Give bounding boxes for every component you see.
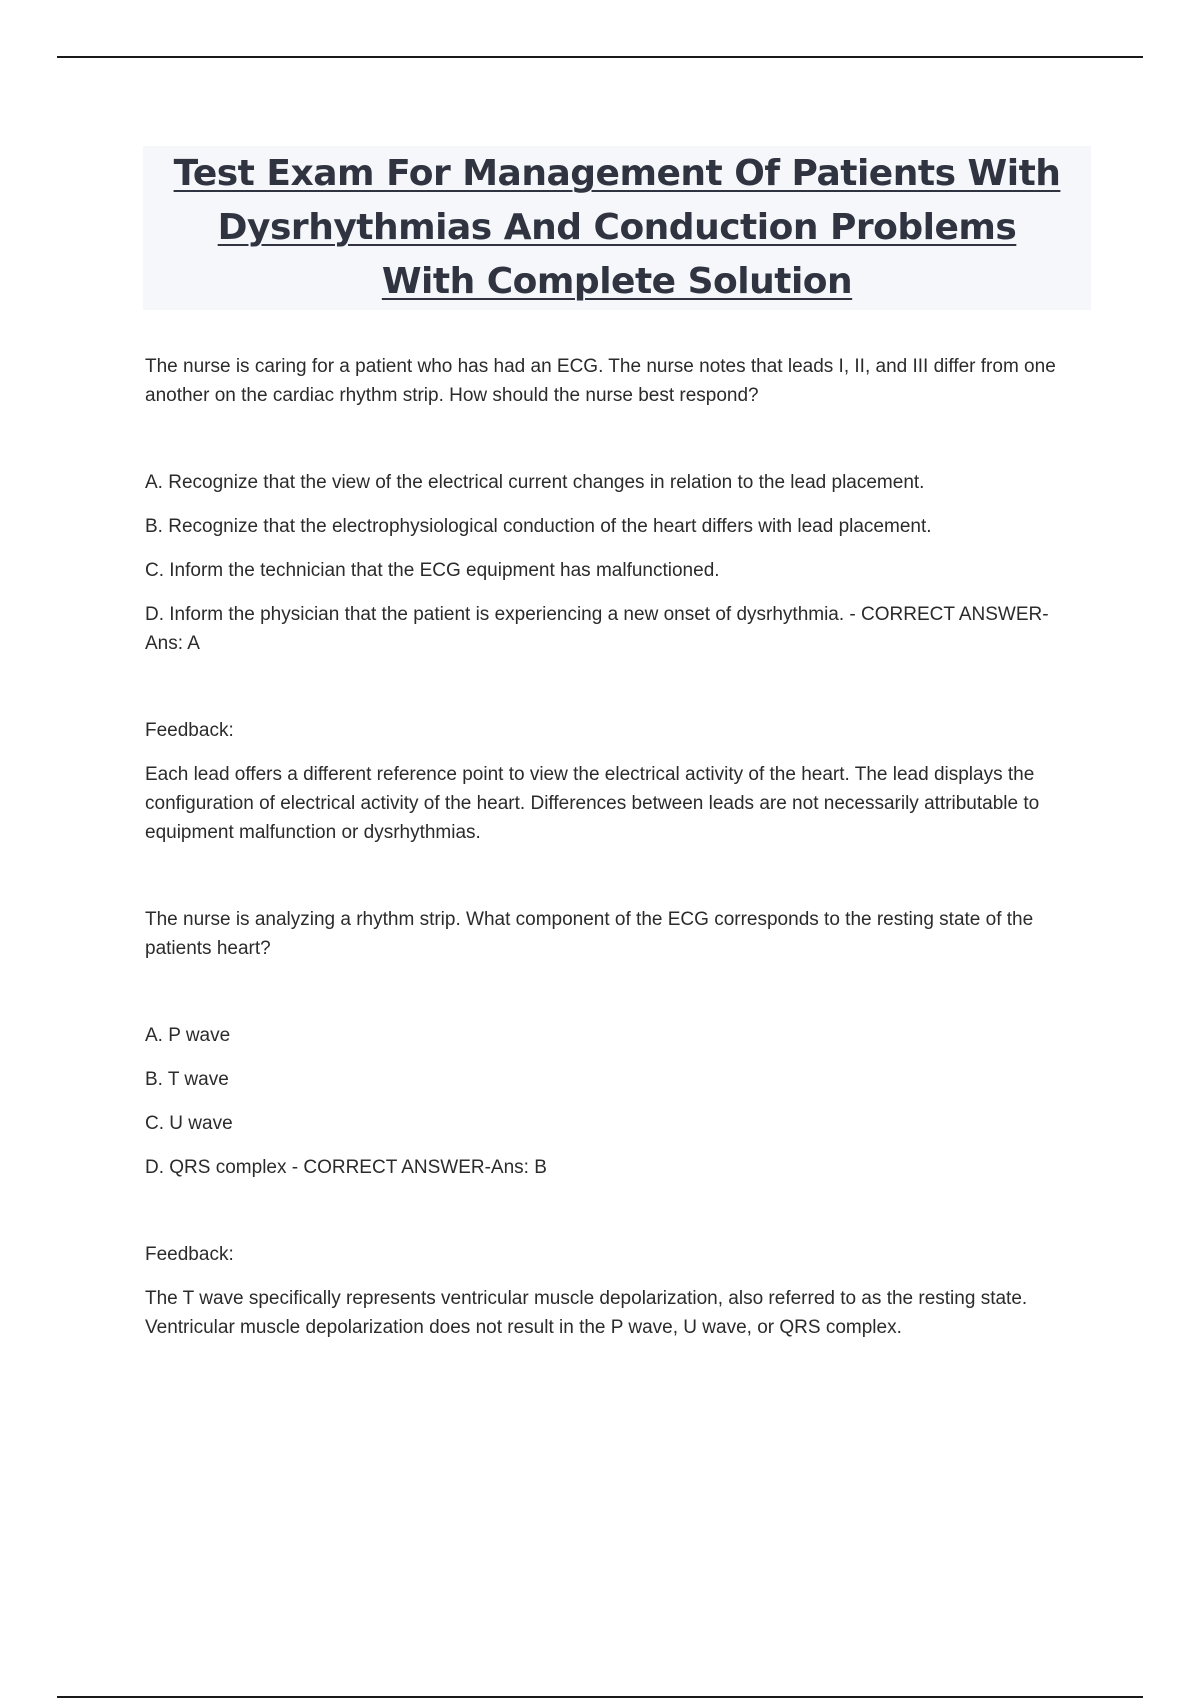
question-text: The nurse is caring for a patient who has had an ECG. The nurse notes that leads I, II, and III differ from one another on the cardiac rhythm strip. How should the nurse best respond? — [145, 356, 1056, 406]
title-banner — [143, 146, 1091, 310]
answer-option: B. Recognize that the electrophysiological conduction of the heart differs with lead placement. — [145, 516, 932, 537]
document-title: Test Exam For Management Of Patients With Dysrhythmias And Conduction Problems With Complete Solution — [173, 153, 1061, 302]
question-text: The nurse is analyzing a rhythm strip. What component of the ECG corresponds to the resting state of the patients heart? — [145, 909, 1034, 959]
answer-option-with-key: D. Inform the physician that the patient is experiencing a new onset of dysrhythmia. - CORRECT ANSWER-Ans: A — [145, 604, 1049, 654]
question-block-2 — [145, 905, 1085, 1342]
answer-option: A. Recognize that the view of the electrical current changes in relation to the lead placement. — [145, 472, 925, 493]
answer-option: C. U wave — [145, 1113, 233, 1134]
answer-option: A. P wave — [145, 1025, 231, 1046]
feedback-label: Feedback: — [145, 1244, 234, 1265]
feedback-text: Each lead offers a different reference point to view the electrical activity of the heart. The lead displays the configuration of electrical activity of the heart. Differences between leads are not necessarily attributable to equipment malfunction or dysrhythmias. — [145, 764, 1040, 843]
feedback-text: The T wave specifically represents ventricular muscle depolarization, also referred to as the resting state. Ventricular muscle depolarization does not result in the P wave, U wave, or QRS complex. — [145, 1288, 1028, 1338]
document-body — [145, 352, 1085, 1400]
top-rule — [57, 56, 1143, 58]
answer-option: C. Inform the technician that the ECG equipment has malfunctioned. — [145, 560, 720, 581]
answer-option: B. T wave — [145, 1069, 229, 1090]
question-block-1 — [145, 352, 1085, 847]
bottom-rule — [57, 1696, 1143, 1698]
answer-option-with-key: D. QRS complex - CORRECT ANSWER-Ans: B — [145, 1157, 547, 1178]
feedback-label: Feedback: — [145, 720, 234, 741]
